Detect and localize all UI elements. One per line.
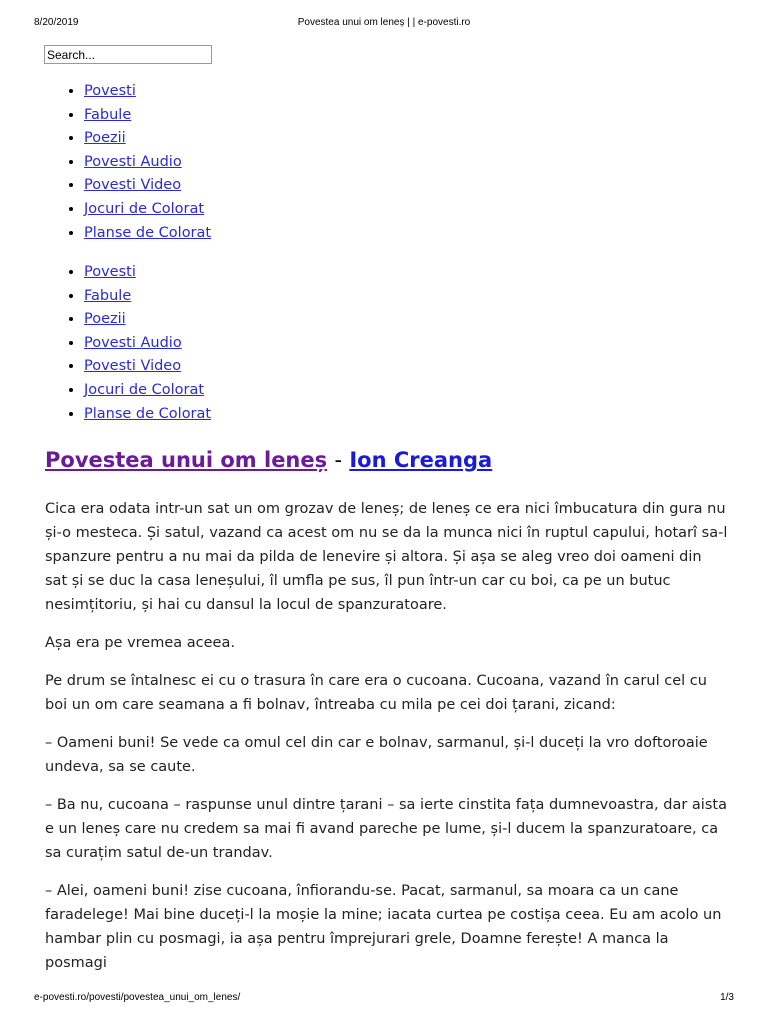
- nav-item: [84, 80, 211, 104]
- nav-item: [84, 174, 211, 198]
- print-footer: [34, 992, 734, 1006]
- nav-item: [84, 104, 211, 128]
- nav-item: [84, 332, 211, 356]
- story-paragraph: – Ba nu, cucoana – raspunse unul dintre țarani – sa ierte cinstita fața dumnevoastra, dar aista e un leneș care nu credem sa mai fi avand pareche pe lume, și-l ducem la spanzuratoare, ca sa curațim satul de-un trandav.: [45, 797, 727, 861]
- nav-link-povesti-audio[interactable]: Povesti Audio: [84, 334, 182, 351]
- nav-link-povesti[interactable]: Povesti: [84, 83, 136, 99]
- story-paragraph: – Oameni buni! Se vede ca omul cel din car e bolnav, sarmanul, și-l duceți la vro doftoroaie undeva, sa se caute.: [45, 735, 708, 775]
- nav-item: [84, 222, 211, 246]
- search-input[interactable]: [44, 45, 212, 64]
- nav-item: [84, 285, 211, 309]
- story-paragraph: Așa era pe vremea aceea.: [45, 635, 235, 651]
- nav-link-jocuri-de-colorat[interactable]: Jocuri de Colorat: [84, 200, 205, 217]
- nav-item: [84, 355, 211, 379]
- story-paragraph: Pe drum se întalnesc ei cu o trasura în care era o cucoana. Cucoana, vazand în carul cel cu boi un om care seamana a fi bolnav, întreaba cu mila pe cei doi țarani, zicand:: [45, 673, 707, 713]
- print-header: [34, 17, 734, 31]
- story-content: [45, 497, 728, 989]
- print-date: 8/20/2019: [34, 17, 79, 28]
- nav-link-povesti[interactable]: Povesti: [84, 264, 136, 280]
- nav-item: [84, 198, 211, 222]
- nav-item: [84, 308, 211, 332]
- nav-link-povesti-audio[interactable]: Povesti Audio: [84, 153, 182, 170]
- nav-item: [84, 261, 211, 285]
- nav-link-jocuri-de-colorat[interactable]: Jocuri de Colorat: [84, 381, 205, 398]
- nav-link-povesti-video[interactable]: Povesti Video: [84, 358, 182, 375]
- nav-link-fabule[interactable]: Fabule: [84, 287, 132, 304]
- print-page-title: Povestea unui om leneș | | e-povesti.ro: [297, 17, 471, 28]
- primary-nav: [66, 80, 211, 245]
- nav-item: [84, 379, 211, 403]
- story-paragraph: – Alei, oameni buni! zise cucoana, înfiorandu-se. Pacat, sarmanul, sa moara ca un cane faradelege! Mai bine duceți-l la moșie la mine; iacata curtea pe costișa ceea. Eu am acolo un hambar plin cu posmagi, ia așa pentru împrejurari grele, Doamne ferește! A manca la posmagi: [45, 883, 722, 971]
- story-title-link[interactable]: Povestea unui om leneș: [45, 448, 328, 472]
- story-headline: [45, 448, 492, 472]
- nav-item: [84, 151, 211, 175]
- print-url: e-povesti.ro/povesti/povestea_unui_om_lenes/: [34, 992, 241, 1003]
- nav-link-povesti-video[interactable]: Povesti Video: [84, 177, 182, 194]
- nav-link-fabule[interactable]: Fabule: [84, 106, 132, 123]
- nav-link-planse-de-colorat[interactable]: Planse de Colorat: [84, 405, 212, 422]
- nav-link-planse-de-colorat[interactable]: Planse de Colorat: [84, 224, 212, 241]
- nav-link-poezii[interactable]: Poezii: [84, 311, 126, 328]
- page-number: 1/3: [720, 992, 734, 1003]
- secondary-nav: [66, 261, 211, 426]
- story-paragraph: Cica era odata intr-un sat un om grozav de leneș; de leneș ce era nici îmbucatura din gura nu și-o mesteca. Și satul, vazand ca acest om nu se da la munca nici în ruptul capului, hotarî sa-l spanzure pentru a nu mai da pilda de lenevire și altora. Și așa se aleg vreo doi oameni din sat și se duc la casa leneșului, îl umfla pe sus, îl pun într-un car cu boi, ca pe un butuc nesimțitoriu, și hai cu dansul la locul de spanzuratoare.: [45, 501, 728, 613]
- nav-item: [84, 403, 211, 427]
- headline-separator: -: [334, 448, 343, 472]
- nav-link-poezii[interactable]: Poezii: [84, 130, 126, 147]
- author-link[interactable]: Ion Creanga: [349, 448, 493, 472]
- nav-item: [84, 127, 211, 151]
